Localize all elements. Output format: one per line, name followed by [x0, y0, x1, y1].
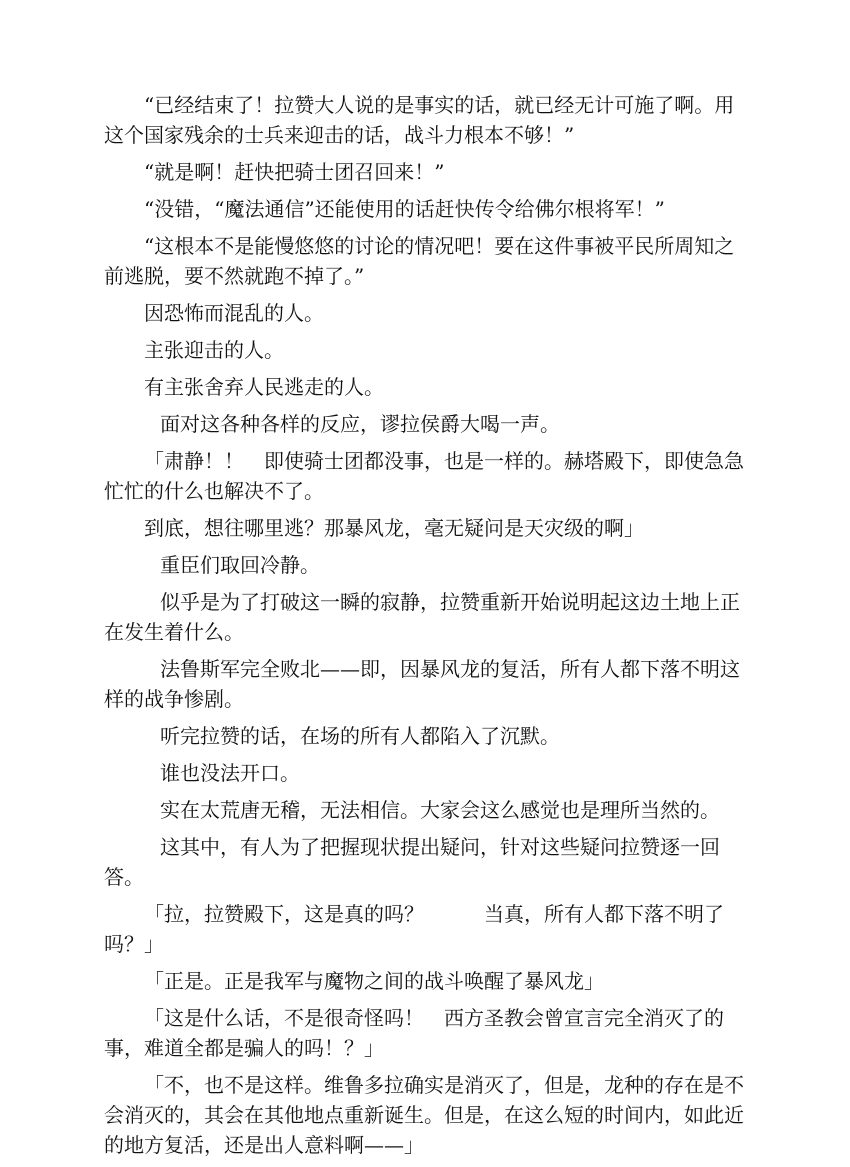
paragraph-16: 实在太荒唐无稽，无法相信。大家会这么感觉也是理所当然的。 — [160, 798, 720, 822]
paragraph-9: 「肃静！！ 即使骑士团都没事，也是一样的。赫塔殿下，即使急急忙忙的什么也解决不了。 — [104, 449, 744, 503]
paragraph-8: 面对这各种各样的反应，谬拉侯爵大喝一声。 — [160, 412, 560, 436]
paragraph-7: 有主张舍弃人民逃走的人。 — [144, 375, 384, 399]
paragraph-10: 到底，想往哪里逃？那暴风龙，毫无疑问是天灾级的啊」 — [144, 516, 644, 540]
paragraph-13: 法鲁斯军完全败北——即，因暴风龙的复活，所有人都下落不明这样的战争惨剧。 — [104, 657, 740, 711]
paragraph-4: “这根本不是能慢悠悠的讨论的情况吧！要在这件事被平民所周知之前逃脱，要不然就跑不掉了。” — [104, 234, 735, 288]
paragraph-15: 谁也没法开口。 — [160, 761, 300, 785]
paragraph-20: 「这是什么话，不是很奇怪吗！ 西方圣教会曾宣言完全消灭了的事，难道全都是骗人的吗！？」 — [104, 1006, 724, 1060]
paragraph-1: “已经结束了！拉赞大人说的是事实的话，就已经无计可施了啊。用这个国家残余的士兵来迎击的话，战斗力根本不够！” — [104, 93, 735, 147]
paragraph-2: “就是啊！赶快把骑士团召回来！” — [144, 160, 445, 184]
paragraph-19: 「正是。正是我军与魔物之间的战斗唤醒了暴风龙」 — [144, 969, 604, 993]
body-text — [104, 90, 754, 1167]
paragraph-21: 「不，也不是这样。维鲁多拉确实是消灭了，但是，龙种的存在是不会消灭的，其会在其他地点重新诞生。但是，在这么短的时间内，如此近的地方复活，还是出人意料啊——」 — [104, 1073, 744, 1157]
paragraph-6: 主张迎击的人。 — [144, 338, 284, 362]
paragraph-17: 这其中，有人为了把握现状提出疑问，针对这些疑问拉赞逐一回答。 — [104, 835, 720, 889]
paragraph-14: 听完拉赞的话，在场的所有人都陷入了沉默。 — [160, 724, 560, 748]
paragraph-5: 因恐怖而混乱的人。 — [144, 301, 324, 325]
paragraph-18: 「拉，拉赞殿下，这是真的吗？ 当真，所有人都下落不明了吗？」 — [104, 902, 724, 956]
paragraph-11: 重臣们取回冷静。 — [160, 553, 320, 577]
paragraph-3: “没错，“魔法通信”还能使用的话赶快传令给佛尔根将军！” — [144, 197, 665, 221]
paragraph-12: 似乎是为了打破这一瞬的寂静，拉赞重新开始说明起这边土地上正在发生着什么。 — [104, 590, 740, 644]
